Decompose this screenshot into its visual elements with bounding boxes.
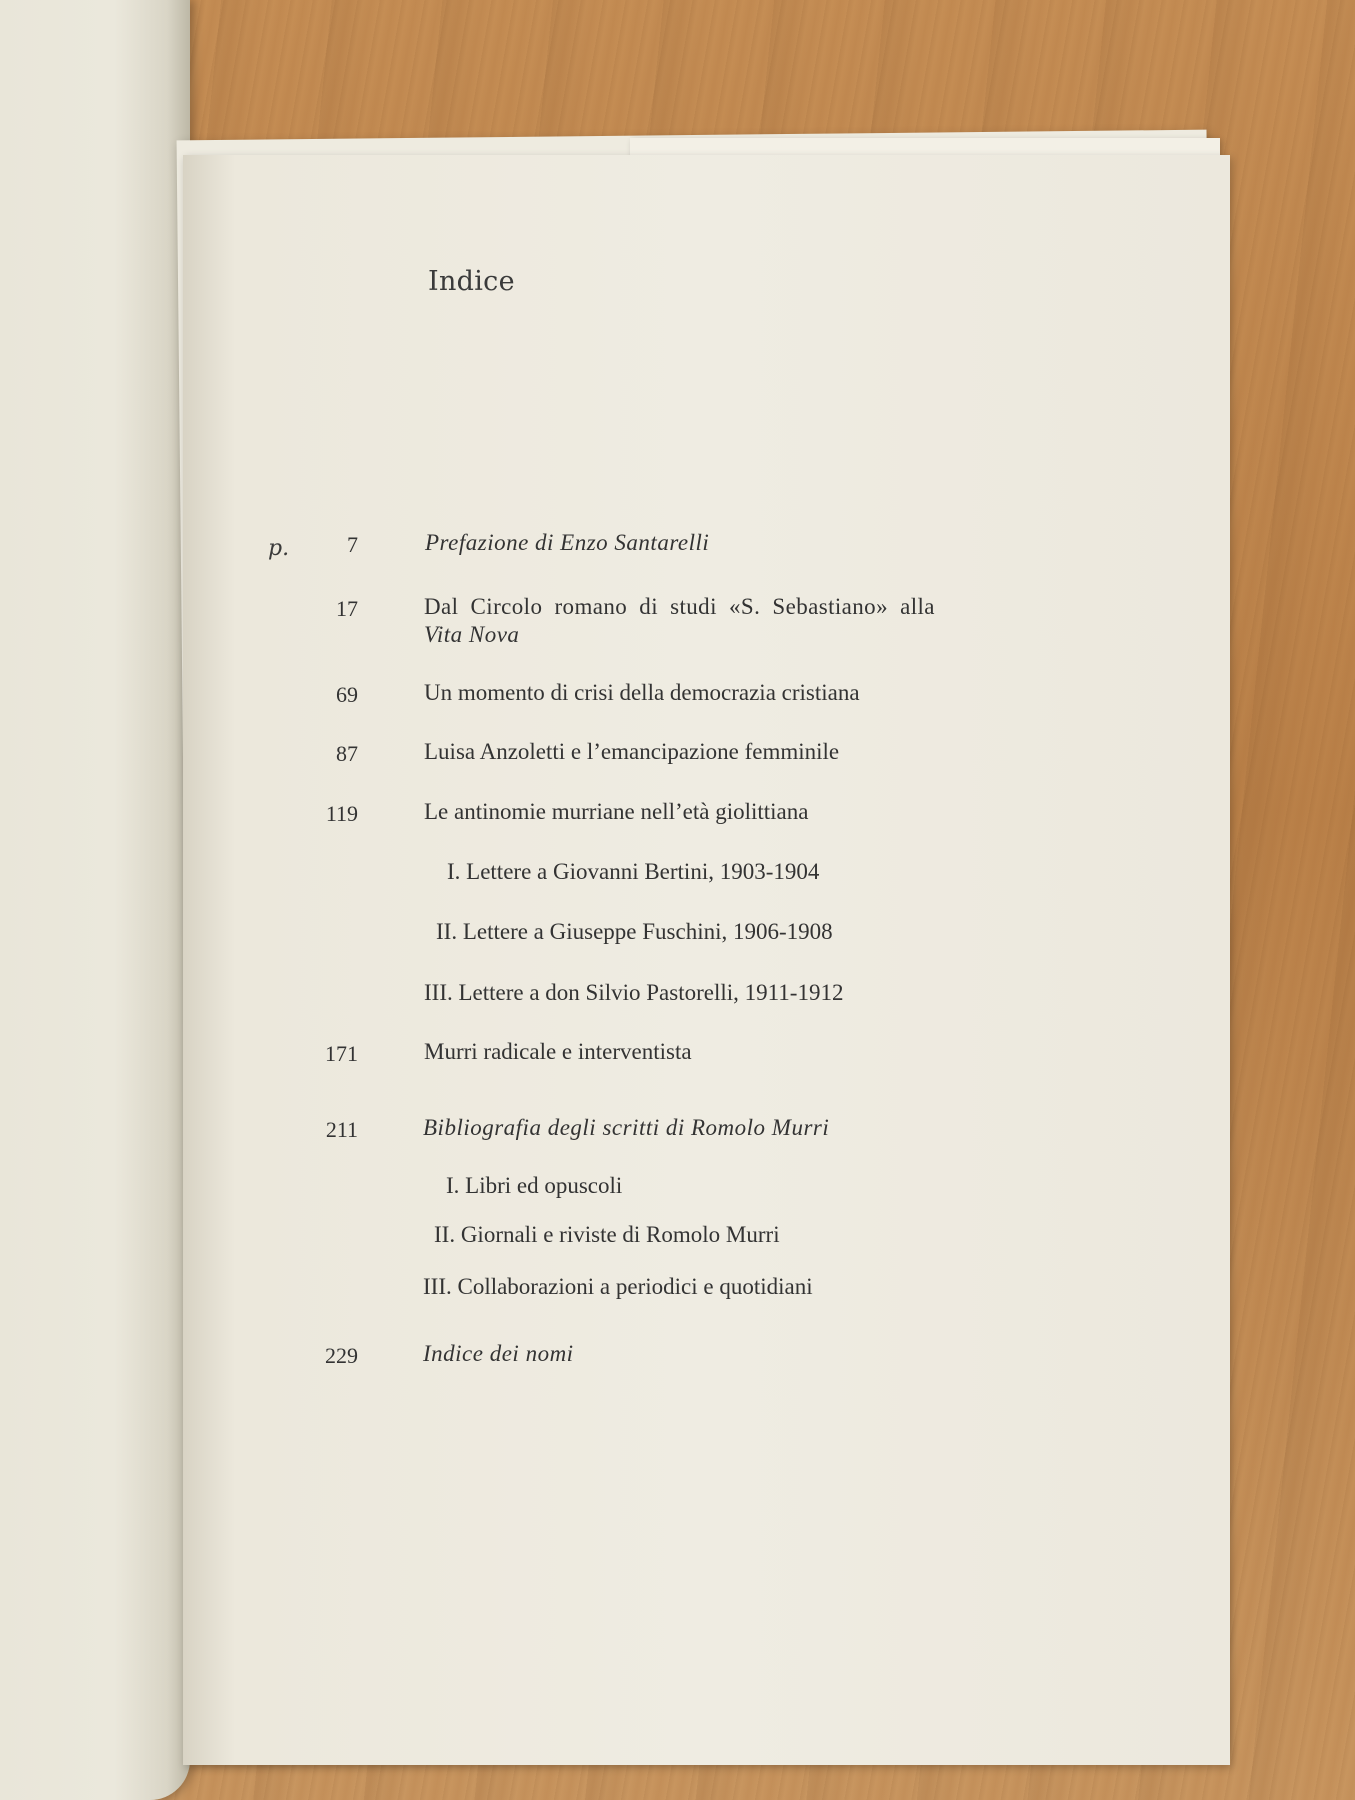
toc-entry-title: Indice dei nomi: [423, 1341, 574, 1366]
toc-page-number: 69: [336, 682, 358, 707]
toc-subentry: I. Lettere a Giovanni Bertini, 1903-1904: [447, 859, 820, 884]
toc-entry-title: Dal Circolo romano di studi «S. Sebastiano» alla: [424, 594, 935, 619]
toc-entry-title: Luisa Anzoletti e l’emancipazione femminile: [424, 739, 840, 764]
toc-entry-title: Prefazione di Enzo Santarelli: [425, 530, 710, 555]
page-title: Indice: [428, 266, 515, 297]
toc-subentry: III. Lettere a don Silvio Pastorelli, 1911-1912: [424, 980, 844, 1005]
book-page: [183, 155, 1230, 1765]
toc-page-number: 171: [325, 1041, 358, 1066]
toc-subentry: I. Libri ed opuscoli: [446, 1173, 623, 1198]
toc-subentry: III. Collaborazioni a periodici e quotidiani: [423, 1274, 813, 1299]
toc-subentry: II. Lettere a Giuseppe Fuschini, 1906-1908: [436, 919, 833, 944]
toc-page-number: 229: [325, 1343, 358, 1368]
toc-entry-title: Bibliografia degli scritti di Romolo Murri: [423, 1115, 830, 1140]
toc-page-number: 211: [325, 1117, 358, 1142]
toc-page-number: 7: [347, 532, 358, 557]
toc-entry-title-continued: Vita Nova: [424, 622, 520, 647]
toc-page-number: 119: [325, 801, 358, 826]
toc-page-number: 17: [336, 596, 358, 621]
toc-page-number: 87: [336, 741, 358, 766]
toc-entry-title: Murri radicale e interventista: [424, 1039, 692, 1064]
toc-entry-title: Le antinomie murriane nell’età giolittiana: [424, 799, 809, 824]
toc-entry-title: Un momento di crisi della democrazia cristiana: [424, 680, 860, 705]
left-page: [0, 0, 190, 1800]
page-prefix: p.: [268, 536, 290, 561]
toc-subentry: II. Giornali e riviste di Romolo Murri: [434, 1222, 780, 1247]
